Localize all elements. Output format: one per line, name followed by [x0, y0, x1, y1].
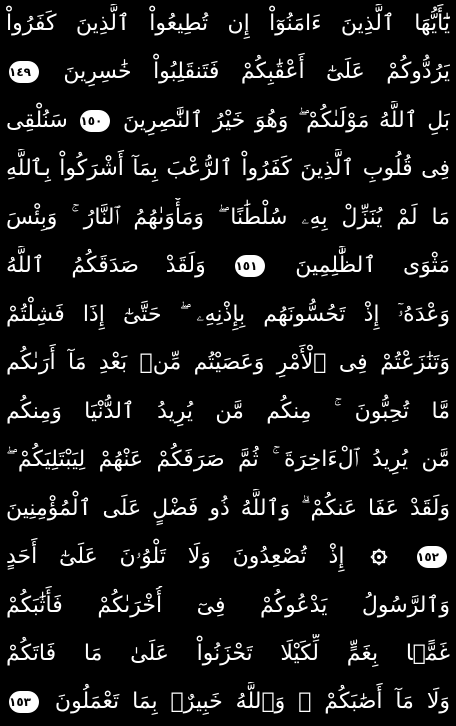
line-text: مَا لَمْ يُنَزِّلْ بِهِۦ سُلْطَٰنًا ۖ وَمَأْوَىٰهُمُ ٱلنَّارُ ۚ وَبِئْسَ: [6, 205, 450, 230]
ayah-number-marker: ١٥١: [235, 255, 265, 277]
rub-el-hizb-icon: [370, 548, 388, 566]
line-text: وَلَقَدْ عَفَا عَنكُمْ ۗ وَٱللَّهُ ذُو فَضْلٍ عَلَى ٱلْمُؤْمِنِينَ: [6, 496, 450, 521]
line-text: بَلِ ٱللَّهُ مَوْلَىٰكُمْ ۖ وَهُوَ خَيْرُ ٱلنَّٰصِرِينَ: [122, 108, 450, 133]
verse-line-6: [6, 246, 450, 286]
verse-line-10: [6, 440, 450, 480]
line-text: يَرُدُّوكُمْ عَلَىٰٓ أَعْقَٰبِكُمْ فَتَنقَلِبُواْ خَٰسِرِينَ: [63, 59, 450, 84]
verse-line-7: [6, 295, 450, 335]
ayah-number-marker: ١٥٣: [9, 691, 39, 713]
line-text: مَّن يُرِيدُ ٱلْءَاخِرَةَ ۚ ثُمَّ صَرَفَكُمْ عَنْهُمْ لِيَبْتَلِيَكُمْ ۖ: [6, 447, 450, 472]
ayah-number-marker: ١٤٩: [9, 61, 39, 83]
line-text: وَٱلرَّسُولُ يَدْعُوكُمْ فِىٓ أُخْرَىٰكُمْ فَأَثَٰبَكُمْ: [6, 593, 450, 618]
ayah-number-marker: ١٥٠: [80, 110, 110, 132]
line-text-after: إِذْ تُصْعِدُونَ وَلَا تَلْوُۥنَ عَلَىٰٓ أَحَدٍ: [6, 544, 345, 569]
line-text: وَتَنَٰزَعْتُمْ فِى ٱلْأَمْرِ وَعَصَيْتُم مِّنۢ بَعْدِ مَآ أَرَىٰكُم: [6, 350, 450, 375]
verse-line-2: [6, 52, 450, 92]
verse-line-12: [6, 537, 450, 577]
verse-line-14: [6, 634, 450, 674]
line-text: وَعْدَهُۥٓ إِذْ تَحُسُّونَهُم بِإِذْنِهِۦ ۖ حَتَّىٰٓ إِذَا فَشِلْتُمْ: [6, 302, 450, 327]
verse-line-1: [6, 4, 450, 44]
line-text: غَمًّۢا بِغَمٍّ لِّكَيْلَا تَحْزَنُواْ عَلَىٰ مَا فَاتَكُمْ: [6, 641, 450, 666]
line-text-after: وَلَقَدْ صَدَقَكُمُ ٱللَّهُ: [6, 253, 206, 278]
verse-line-4: [6, 149, 450, 189]
verse-line-8: [6, 343, 450, 383]
line-text: فِى قُلُوبِ ٱلَّذِينَ كَفَرُواْ ٱلرُّعْبَ بِمَآ أَشْرَكُواْ بِٱللَّهِ: [6, 156, 450, 181]
line-text-after: سَنُلْقِى: [6, 108, 68, 133]
verse-line-15: [6, 682, 450, 722]
verse-line-11: [6, 489, 450, 529]
line-text: يَٰٓأَيُّهَا ٱلَّذِينَ ءَامَنُوٓاْ إِن تُطِيعُواْ ٱلَّذِينَ كَفَرُواْ: [6, 11, 450, 36]
verse-line-9: [6, 392, 450, 432]
line-text: وَلَا مَآ أَصَٰبَكُمْ ۗ وَٱللَّهُ خَبِيرٌۢ بِمَا تَعْمَلُونَ: [54, 689, 450, 714]
verse-line-5: [6, 198, 450, 238]
verse-line-13: [6, 586, 450, 626]
verse-line-3: [6, 101, 450, 141]
line-text: مَثْوَى ٱلظَّٰلِمِينَ: [295, 253, 450, 278]
ayah-number-marker: ١٥٢: [417, 546, 447, 568]
line-text: مَّا تُحِبُّونَ ۚ مِنكُم مَّن يُرِيدُ ٱلدُّنْيَا وَمِنكُم: [6, 399, 450, 424]
